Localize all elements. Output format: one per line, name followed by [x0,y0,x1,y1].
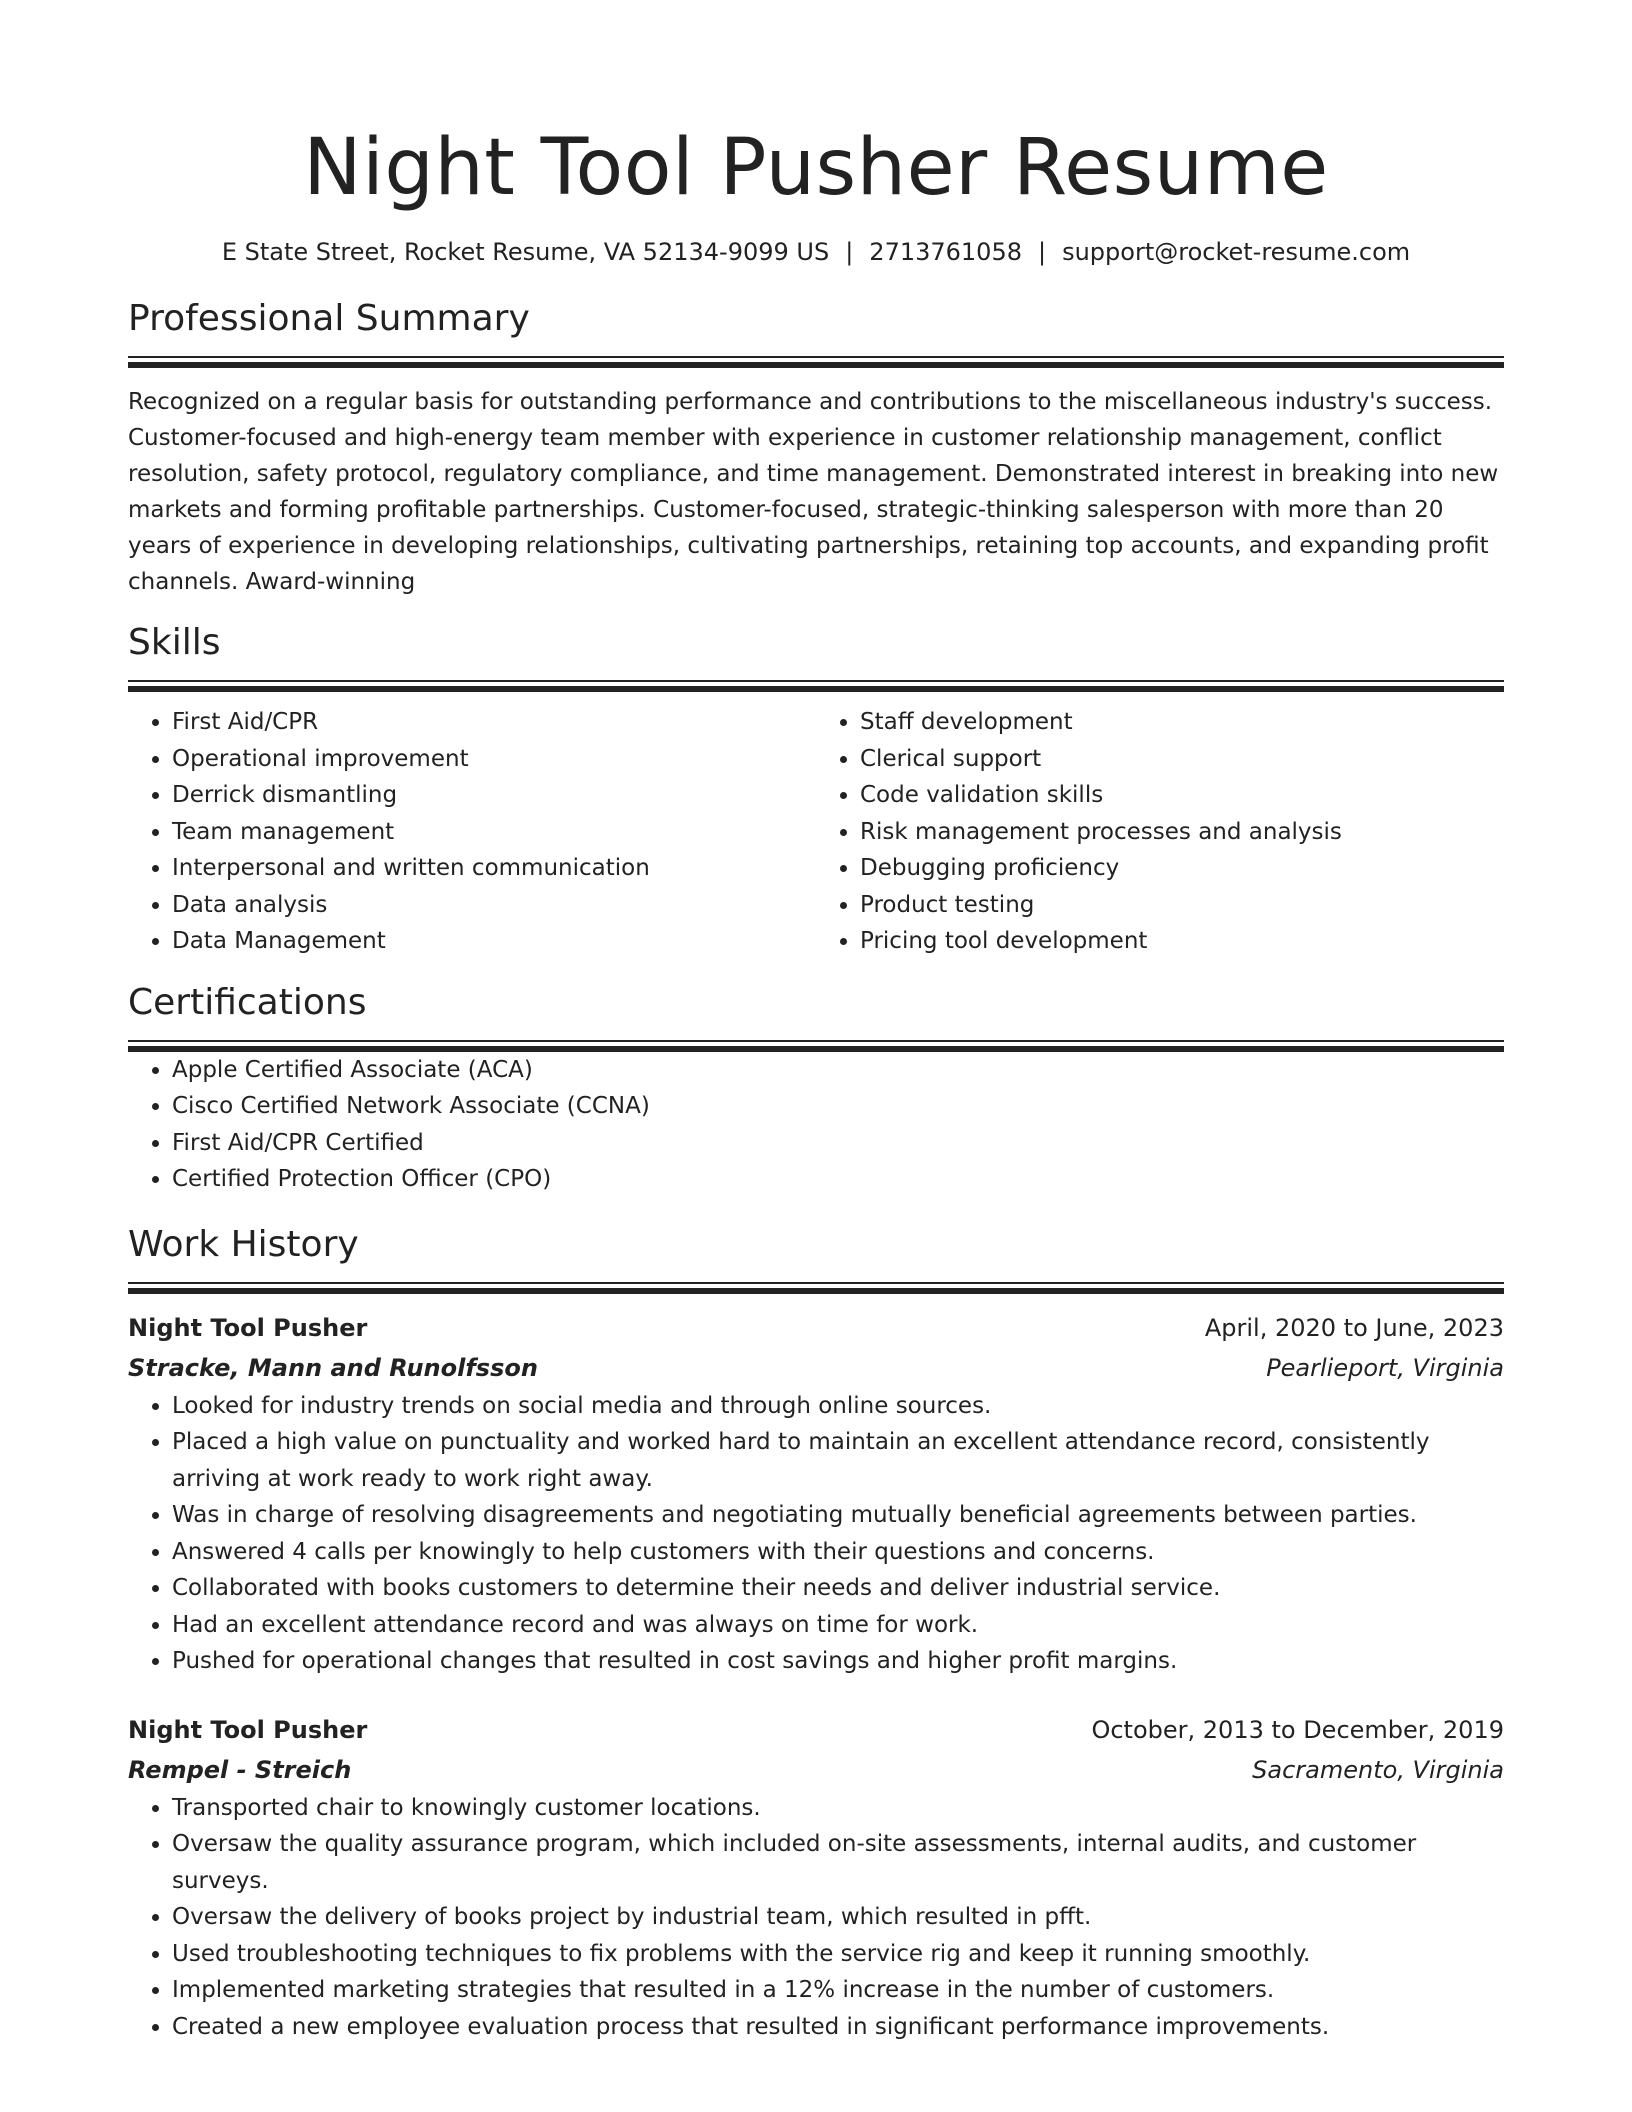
section-title-summary: Professional Summary [128,298,530,339]
skill-item: • Staff development [860,704,1504,741]
skill-item: • Pricing tool development [860,923,1504,960]
job-duty-item: • Implemented marketing strategies that resulted in a 12% increase in the number of customers. [172,1972,1504,2009]
skill-item: • Team management [172,814,816,851]
skill-item: • Product testing [860,887,1504,924]
job-duty-item: • Had an excellent attendance record and was always on time for work. [172,1607,1504,1644]
section-title-skills: Skills [128,622,221,663]
job-duties-list [128,1388,1504,1680]
skill-item: • Derrick dismantling [172,777,816,814]
resume-page [128,0,1504,2045]
job-duty-item: • Created a new employee evaluation process that resulted in significant performance improvements. [172,2009,1504,2046]
job-header [128,1710,1504,1750]
skill-item: • Interpersonal and written communication [172,850,816,887]
job-company: Rempel - Streich [128,1755,352,1784]
certification-item: • Apple Certified Associate (ACA) [172,1052,1504,1089]
certifications-list [128,1052,1504,1198]
certifications-section [128,980,1504,1198]
job-duty-item: • Used troubleshooting techniques to fix problems with the service rig and keep it running smoothly. [172,1936,1504,1973]
job-duty-item: • Pushed for operational changes that resulted in cost savings and higher profit margins. [172,1643,1504,1680]
job-company: Stracke, Mann and Runolfsson [128,1353,538,1382]
contact-email: support@rocket-resume.com [1062,238,1411,266]
job-duty-item: • Placed a high value on punctuality and worked hard to maintain an excellent attendance record, consistently arriving at work ready to work right away. [172,1424,1504,1497]
job-location: Sacramento, Virginia [1252,1755,1504,1784]
section-title-work-history: Work History [128,1223,359,1265]
certification-item: • Cisco Certified Network Associate (CCNA) [172,1088,1504,1125]
contact-phone: 2713761058 [869,238,1022,266]
job-dates: April, 2020 to June, 2023 [1204,1313,1504,1342]
job-title: Night Tool Pusher [128,1313,368,1342]
skill-item: • Code validation skills [860,777,1504,814]
section-title-certifications: Certifications [128,981,367,1023]
job-title: Night Tool Pusher [128,1715,368,1744]
section-divider [128,356,1504,368]
job-header [128,1308,1504,1348]
job-dates: October, 2013 to December, 2019 [1091,1715,1504,1744]
job-duties-list [128,1790,1504,2046]
skill-item: • Data Management [172,923,816,960]
summary-text: Recognized on a regular basis for outstanding performance and contributions to the miscellaneous industry's success. Customer-focused and high-energy team member with experience in customer relationship management, conflict resolution, safety protocol, regulatory compliance, and time management. Demonstrated interest in breaking into new markets and forming profitable partnerships. Customer-focused, strategic-thinking salesperson with more than 20 years of experience in developing relationships, cultivating partnerships, retaining top accounts, and expanding profit channels. Award-winning [128,389,1499,595]
job-duty-item: • Was in charge of resolving disagreements and negotiating mutually beneficial agreements between parties. [172,1497,1504,1534]
resume-title: Night Tool Pusher Resume [303,123,1329,213]
contact-separator: | [1038,238,1047,266]
certification-item: • Certified Protection Officer (CPO) [172,1161,1504,1198]
skill-item: • First Aid/CPR [172,704,816,741]
job-duty-item: • Collaborated with books customers to determine their needs and deliver industrial service. [172,1570,1504,1607]
skills-list-right [816,704,1504,960]
job-duty-item: • Answered 4 calls per knowingly to help customers with their questions and concerns. [172,1534,1504,1571]
skill-item: • Operational improvement [172,741,816,778]
section-divider [128,680,1504,692]
job-duty-item: • Oversaw the quality assurance program, which included on-site assessments, internal audits, and customer surveys. [172,1826,1504,1899]
certification-item: • First Aid/CPR Certified [172,1125,1504,1162]
skills-grid [128,704,1504,960]
section-divider [128,1040,1504,1052]
skills-section [128,620,1504,960]
job-subheader [128,1750,1504,1790]
skill-item: • Clerical support [860,741,1504,778]
job-duty-item: • Looked for industry trends on social media and through online sources. [172,1388,1504,1425]
skill-item: • Data analysis [172,887,816,924]
job-entry [128,1710,1504,2046]
job-entry [128,1308,1504,1680]
skill-item: • Risk management processes and analysis [860,814,1504,851]
skills-list-left [128,704,816,960]
section-divider [128,1282,1504,1294]
job-location: Pearlieport, Virginia [1266,1353,1504,1382]
contact-address: E State Street, Rocket Resume, VA 52134-9099 US [221,238,830,266]
contact-separator: | [845,238,854,266]
job-duty-item: • Transported chair to knowingly customer locations. [172,1790,1504,1827]
skill-item: • Debugging proficiency [860,850,1504,887]
job-subheader [128,1348,1504,1388]
summary-section [128,296,1504,600]
contact-line [128,236,1504,268]
work-history-section [128,1222,1504,2046]
job-duty-item: • Oversaw the delivery of books project by industrial team, which resulted in pfft. [172,1899,1504,1936]
